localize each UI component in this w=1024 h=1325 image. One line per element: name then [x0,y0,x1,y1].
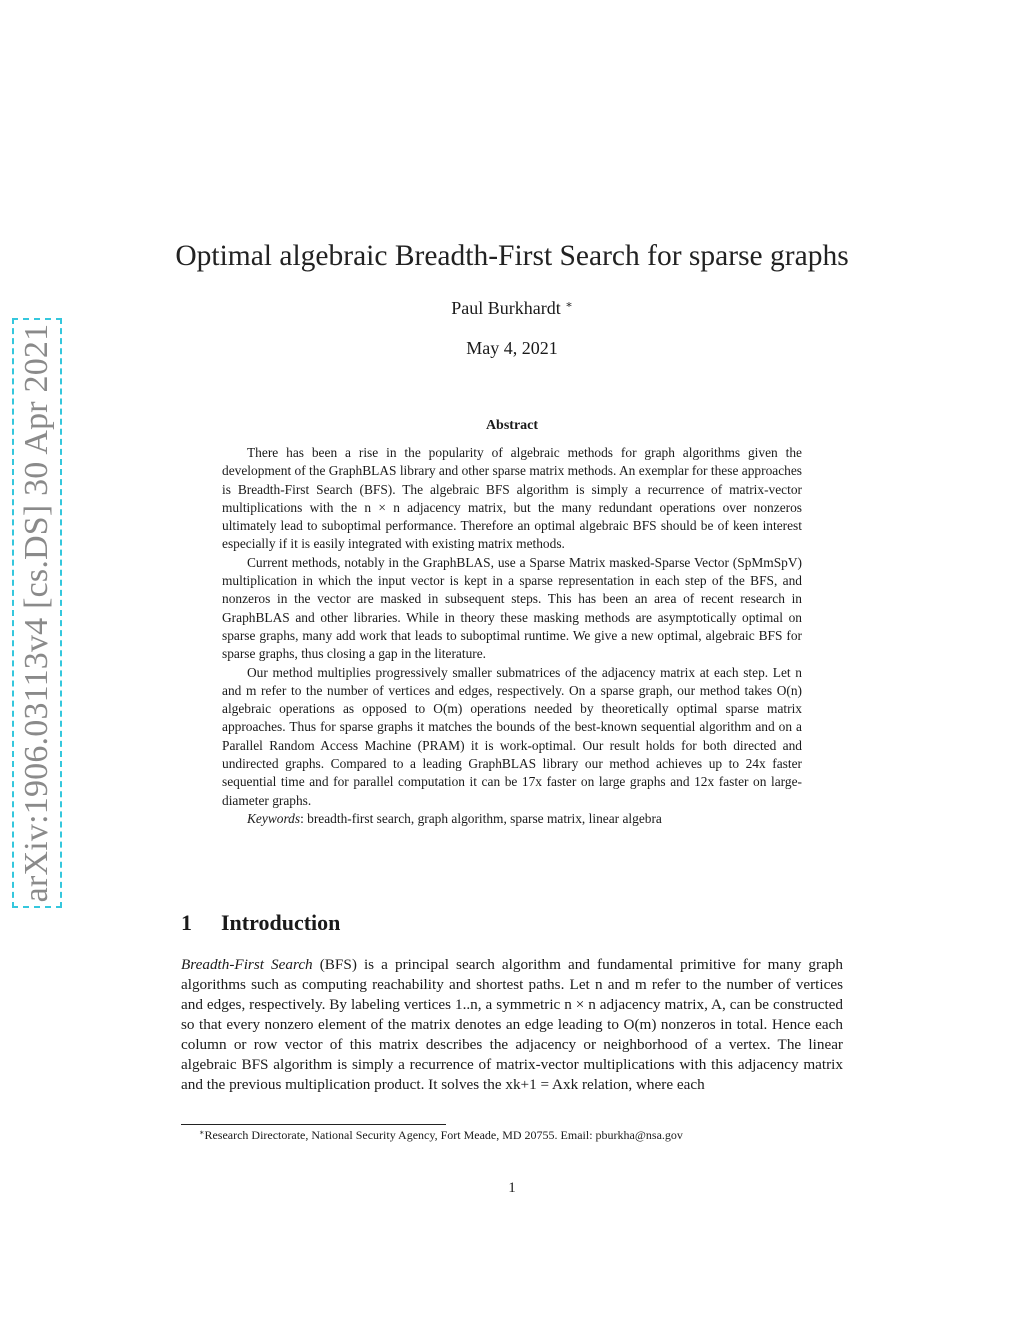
abstract-paragraph: Our method multiplies progressively smaller submatrices of the adjacency matrix at each step. Let n and m refer to the number of vertices and edges, respectively. On a sparse graph, our method takes O(n) algebraic operations as opposed to O(m) operations needed by theoretically optimal sparse matrix approaches. Thus for sparse graphs it matches the bounds of the best-known sequential algorithm and on a Parallel Random Access Machine (PRAM) it is work-optimal. Our result holds for both directed and undirected graphs. Compared to a leading GraphBLAS library our method achieves up to 24x faster sequential time and for parallel computation it can be 17x faster on large graphs and 12x faster on large-diameter graphs. [222,664,802,808]
introduction-body [181,955,843,1095]
section-title: Introduction [221,910,341,935]
footnote-rule [181,1124,446,1125]
section-heading [181,910,340,936]
abstract-heading: Abstract [485,418,539,433]
footnote-mark: ∗ [199,1128,205,1137]
abstract-paragraph: Current methods, notably in the GraphBLAS, use a Sparse Matrix masked-Sparse Vector (SpMmSpV) multiplication in which the input vector is kept in a sparse representation in each step of the BFS, and nonzeros in the vector are masked in subsequent steps. This has been an area of recent research in GraphBLAS and other libraries. While in theory these masking methods are asymptotically optimal on sparse graphs, many add work that leads to suboptimal runtime. We give a new optimal, algebraic BFS for sparse graphs, thus closing a gap in the literature. [222,554,802,662]
abstract-paragraph: There has been a rise in the popularity of algebraic methods for graph algorithms given the development of the GraphBLAS library and other sparse matrix methods. An exemplar for these approaches is Breadth-First Search (BFS). The algebraic BFS algorithm is simply a recurrence of matrix-vector multiplications with the n × n adjacency matrix, but the many redundant operations over nonzeros ultimately lead to suboptimal performance. Therefore an optimal algebraic BFS should be of keen interest especially if it is easily integrated with existing matrix methods. [222,445,802,552]
paper-date: May 4, 2021 [466,338,558,358]
section-number: 1 [181,910,192,935]
footnote [181,1128,843,1143]
arxiv-identifier: arXiv:1906.03113v4 [cs.DS] 30 Apr 2021 [18,323,55,903]
keywords-text: : breadth-first search, graph algorithm, sparse matrix, linear algebra [300,810,662,826]
abstract-body [222,444,802,828]
keywords-label: Keywords [247,810,301,826]
author-name: Paul Burkhardt [451,298,561,318]
abstract-keywords [222,810,802,828]
author-line [150,298,874,319]
introduction-paragraph [181,955,843,1095]
paper-title: Optimal algebraic Breadth-First Search for sparse graphs [175,240,849,272]
page-number: 1 [508,1180,516,1196]
author-footnote-mark: ∗ [565,299,573,311]
introduction-lead-term: Breadth-First Search [181,956,313,973]
introduction-text: (BFS) is a principal search algorithm and fundamental primitive for many graph algorithms such as computing reachability and shortest paths. Let n and m refer to the number of vertices and edges, respectively. By labeling vertices 1..n, a symmetric n × n adjacency matrix, A, can be constructed so that every nonzero element of the matrix denotes an edge leading to O(m) nonzeros in total. Hence each column or row vector of this matrix describes the adjacency or neighborhood of a vertex. The linear algebraic BFS algorithm is simply a recurrence of matrix-vector multiplications with this adjacency matrix and the previous multiplication product. It solves the xk+1 = Axk relation, where each [181,956,843,1093]
footnote-text: Research Directorate, National Security Agency, Fort Meade, MD 20755. Email: pburkha@nsa.gov [204,1128,683,1142]
arxiv-stamp [12,318,62,908]
